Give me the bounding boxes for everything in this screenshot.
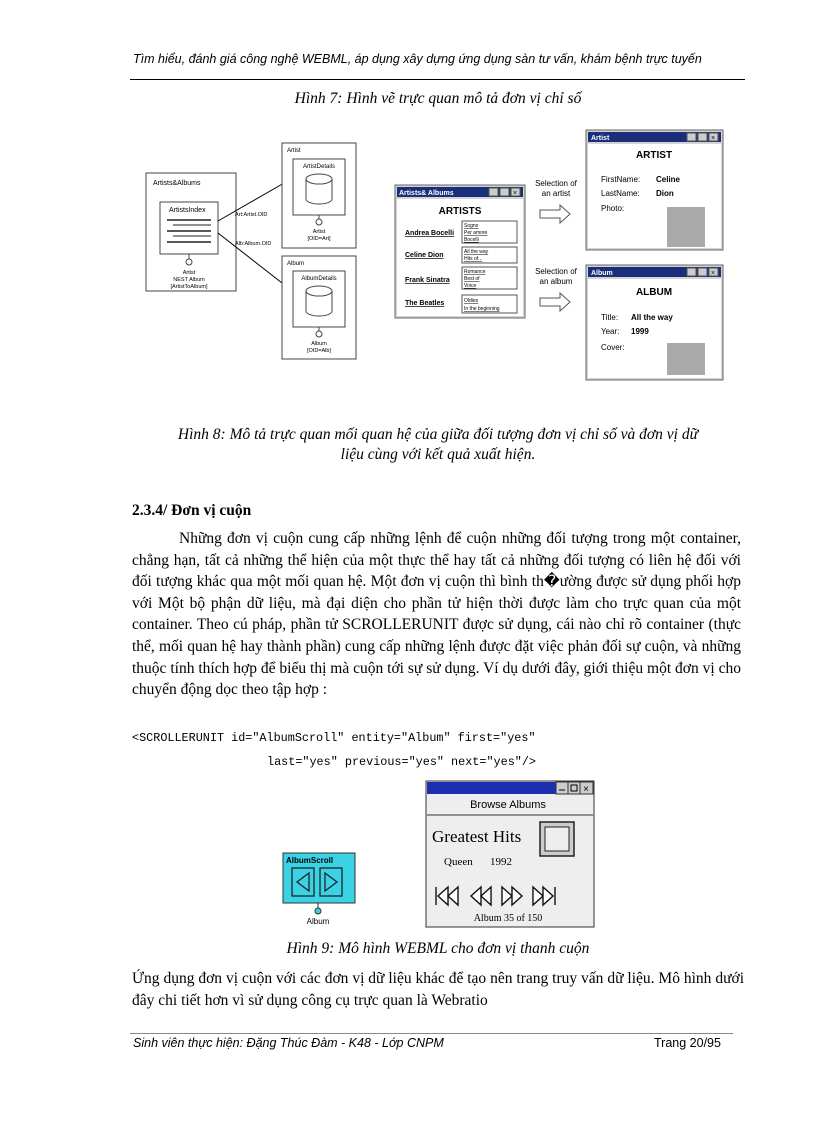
code-line-2: last="yes" previous="yes" next="yes"/> (267, 755, 537, 769)
album-field-label: Cover: (601, 343, 625, 352)
footer-author: Sinh viên thực hiện: Đặng Thúc Đàm - K48 - Lớp CNPM (133, 1036, 444, 1050)
artist-details-label: ArtistDetails (302, 164, 336, 170)
svg-text:×: × (710, 270, 716, 277)
artist-field-label: LastName: (601, 189, 640, 198)
album-heading: ALBUM (635, 287, 673, 298)
selection-artist-2: an artist (541, 189, 571, 198)
index-sub3: [ArtistToAlbum] (170, 284, 208, 290)
page-label: Artists&Albums (153, 180, 201, 187)
album-scroll-sub: Album (306, 917, 330, 926)
album-link[interactable]: Romance (464, 269, 486, 275)
album-page-label: Album (287, 261, 305, 267)
artist-field-label: Photo: (601, 204, 625, 213)
figure8-caption (133, 425, 743, 465)
browse-title: Browse Albums (470, 799, 546, 811)
album-link[interactable]: In the beginning (464, 306, 500, 312)
artist-name-2[interactable]: Celine Dion (405, 252, 444, 259)
paragraph-2: Ứng dụng đơn vị cuộn với các đơn vị dữ liệu khác để tạo nên trang truy vấn dữ liệu. Mô hình dưới đây chi tiết hơn vì sử dụng công cụ trực quan là Webratio (132, 970, 744, 1009)
artist-name-3[interactable]: Frank Sinatra (405, 277, 450, 284)
album-link[interactable]: All the way (464, 249, 489, 255)
album-link[interactable]: Voice (464, 283, 477, 289)
artist-name-1[interactable]: Andrea Bocelli (405, 230, 455, 237)
selection-artist-1: Selection of (535, 179, 577, 188)
artist-field-label: FirstName: (601, 175, 641, 184)
artists-heading: ARTISTS (438, 206, 482, 217)
selection-album-1: Selection of (535, 267, 577, 276)
figure8-caption-line2: liệu cùng với kết quả xuất hiện. (340, 446, 536, 463)
artist-sub2: [OID=Art] (307, 236, 331, 242)
index-label: ArtistsIndex (169, 207, 206, 214)
figure9-caption: Hình 9: Mô hình WEBML cho đơn vị thanh cuộn (286, 940, 590, 957)
album-link[interactable]: Per amore (464, 230, 488, 236)
album-title: Greatest Hits (432, 827, 522, 846)
figure9-diagram (278, 778, 598, 930)
paragraph-1: Những đơn vị cuộn cung cấp những lệnh để cuộn những đối tượng trong một container, chẳng hạn, tất cả những thể hiện của một thực thể hay tất cả những đối tượng có liên hệ đối với đối tượng khác qua một mối quan hệ. Một đơn vị cuộn thì bình th�ường được sử dụng phối hợp với Một bộ phận dữ liệu, mà đại diện cho phần tử hiện thời được làm cho trực quan của một container. Theo cú pháp, phần tử SCROLLERUNIT được sử dụng, cái nào chỉ rõ container (thực thể, mối quan hệ hay thành phần) cung cấp những lệnh được đặt việc phản đối sự cuộn, và những thuộc tính thích hợp để biểu thị mà cuộn tới sự sử dụng. Ví dụ dưới đây, giới thiệu một đơn vị cho chuyển động dọc theo tập hợp : (132, 530, 741, 699)
artist-heading: ARTIST (635, 150, 673, 161)
artist-field-value: Celine (656, 175, 681, 184)
close-icon[interactable]: × (583, 784, 589, 795)
index-sub1: Artist (182, 270, 196, 276)
footer-divider (130, 1033, 733, 1034)
album-details-label: AlbumDetails (301, 276, 337, 282)
figure8-diagram (143, 125, 728, 385)
album-field-value: 1999 (631, 327, 649, 336)
svg-text:×: × (710, 135, 716, 142)
figure8-caption-line1: Hình 8: Mô tả trực quan mối quan hệ của giữa đối tượng đơn vị chỉ số và đơn vị dữ (177, 426, 699, 443)
cover-placeholder (667, 343, 705, 375)
section-heading: 2.3.4/ Đơn vị cuộn (132, 502, 252, 519)
artist-window-title: Artist (591, 135, 610, 142)
album-field-label: Year: (601, 327, 620, 336)
album-link[interactable]: Bocelli (464, 237, 479, 243)
album-counter: Album 35 of 150 (473, 913, 543, 924)
album-link[interactable]: Best of (464, 276, 480, 282)
album-year: 1992 (490, 856, 512, 868)
artists-window-title: Artists& Albums (399, 190, 454, 197)
figure7-caption: Hình 7: Hình vẽ trực quan mô tả đơn vị chỉ số (294, 90, 582, 107)
link1-label: Art:Artist.OID (235, 212, 268, 218)
selection-album-2: an album (539, 277, 573, 286)
album-sub2: [OID=Alb] (307, 348, 331, 354)
code-line-1: <SCROLLERUNIT id="AlbumScroll" entity="Album" first="yes" (132, 731, 536, 745)
album-artist: Queen (444, 856, 473, 868)
album-sub1: Album (311, 341, 327, 347)
album-field-label: Title: (601, 313, 619, 322)
photo-placeholder (667, 207, 705, 247)
artist-sub1: Artist (312, 229, 326, 235)
artist-name-4[interactable]: The Beatles (405, 300, 445, 307)
album-link[interactable]: Sogno (464, 223, 479, 229)
index-sub2: NEST Album (173, 277, 205, 283)
artist-field-value: Dion (656, 189, 674, 198)
header-divider (130, 79, 745, 80)
album-window-title: Album (591, 270, 613, 277)
album-scroll-label: AlbumScroll (286, 856, 334, 865)
artist-page-label: Artist (287, 148, 301, 154)
link2-label: Alb:Album.OID (235, 241, 272, 247)
album-link[interactable]: Oldies (464, 298, 479, 304)
svg-text:×: × (512, 190, 518, 197)
page-header: Tìm hiểu, đánh giá công nghệ WEBML, áp dụng xây dựng ứng dụng sàn tư vấn, khám bệnh trực tuyến (133, 52, 702, 66)
footer-page-number: Trang 20/95 (654, 1036, 721, 1050)
album-link[interactable]: Hits of... (464, 256, 483, 262)
album-field-value: All the way (631, 313, 673, 322)
